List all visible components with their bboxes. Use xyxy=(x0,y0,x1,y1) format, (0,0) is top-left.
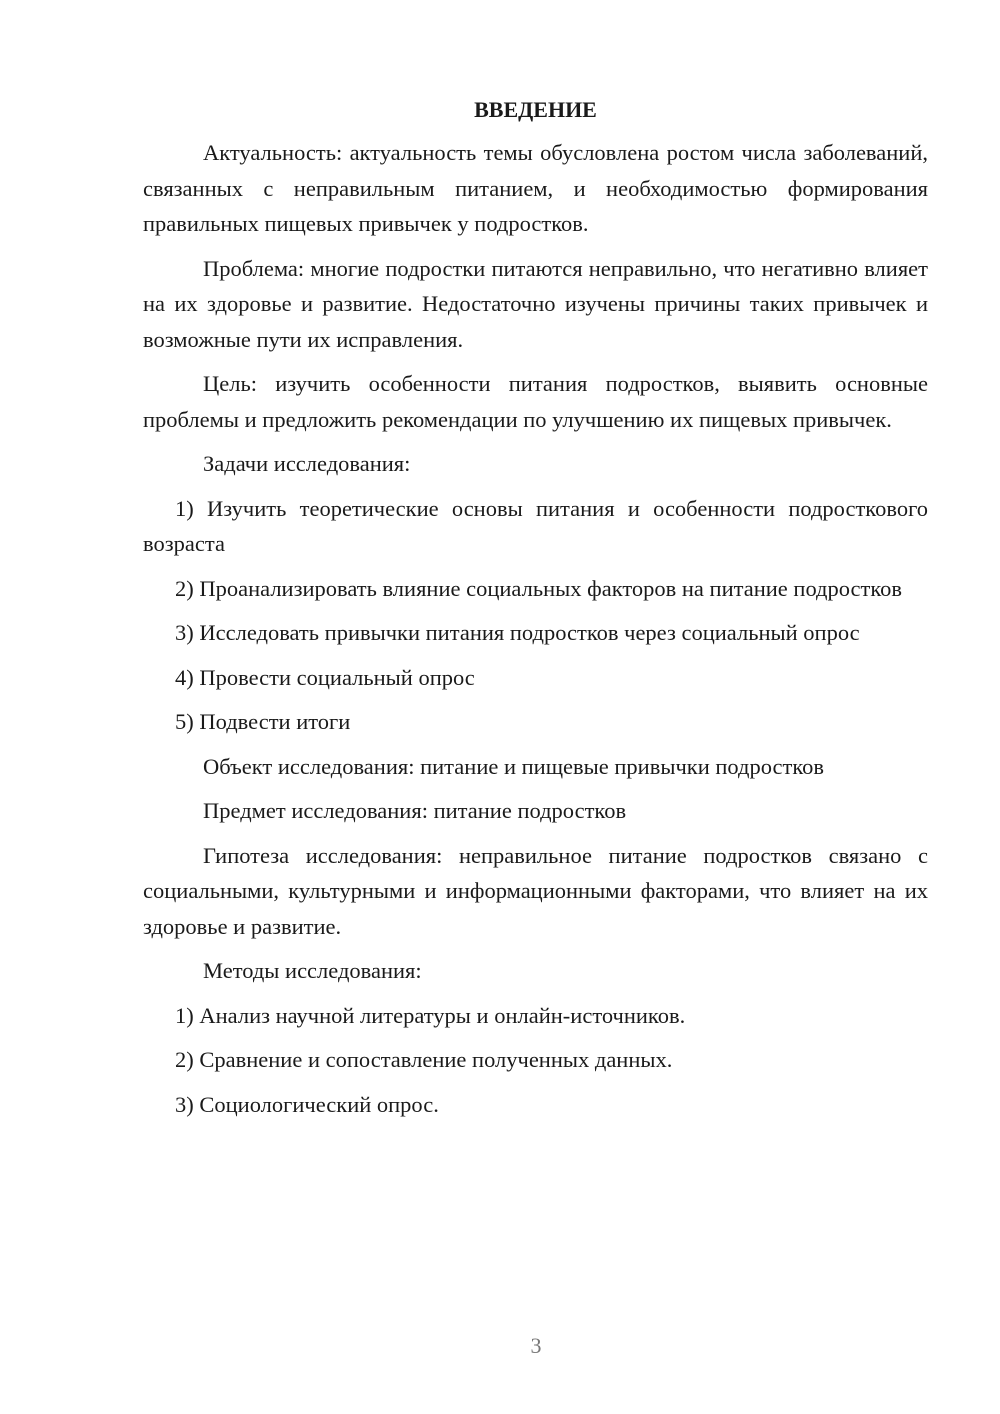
goal-paragraph: Цель: изучить особенности питания подростков, выявить основные проблемы и предложить рекомендации по улучшению их пищевых привычек. xyxy=(143,371,928,432)
methods-heading: Методы исследования: xyxy=(203,958,422,983)
relevance-paragraph: Актуальность: актуальность темы обусловлена ростом числа заболеваний, связанных с неправильным питанием, и необходимостью формирования правильных пищевых привычек у подростков. xyxy=(143,140,928,236)
hypothesis-paragraph: Гипотеза исследования: неправильное питание подростков связано с социальными, культурными и информационными факторами, что влияет на их здоровье и развитие. xyxy=(143,842,928,939)
object-paragraph: Объект исследования: питание и пищевые привычки подростков xyxy=(203,753,825,779)
method-item-2: 2) Сравнение и сопоставление полученных данных. xyxy=(175,1047,673,1072)
page-title: ВВЕДЕНИЕ xyxy=(474,97,597,122)
task-item-3: 3) Исследовать привычки питания подростков через социальный опрос xyxy=(175,620,860,645)
method-item-1: 1) Анализ научной литературы и онлайн-источников. xyxy=(175,1002,686,1028)
task-item-2: 2) Проанализировать влияние социальных факторов на питание подростков xyxy=(175,575,903,601)
task-item-5: 5) Подвести итоги xyxy=(175,709,351,734)
document-body xyxy=(143,92,928,1131)
subject-paragraph: Предмет исследования: питание подростков xyxy=(203,798,627,823)
tasks-heading: Задачи исследования: xyxy=(203,451,411,476)
method-item-3: 3) Социологический опрос. xyxy=(175,1091,439,1117)
page-number: 3 xyxy=(530,1333,542,1358)
task-item-4: 4) Провести социальный опрос xyxy=(175,664,475,690)
task-item-1: 1) Изучить теоретические основы питания и особенности подросткового возраста xyxy=(143,495,928,556)
problem-paragraph: Проблема: многие подростки питаются неправильно, что негативно влияет на их здоровье и развитие. Недостаточно изучены причины таких привычек и возможные пути их исправления. xyxy=(143,255,928,352)
